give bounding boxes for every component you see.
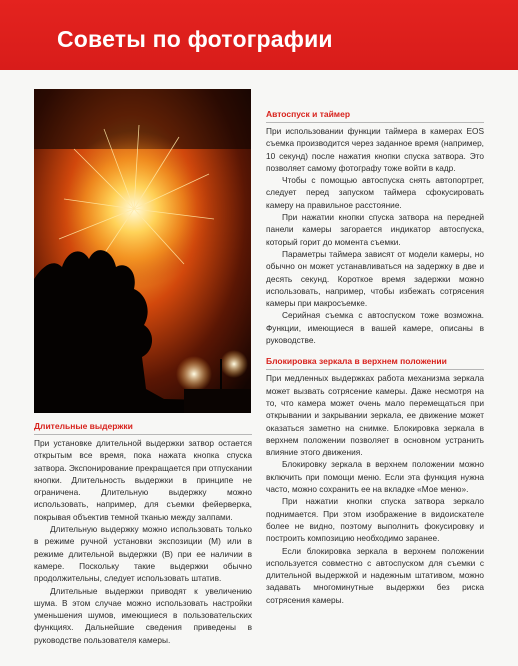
paragraph: Длительную выдержку можно использовать только в режиме ручной установки экспозиции (M) или в режиме длительной выдержки (B) при ее наличии в камере. Поскольку такие выдержки обычно продолжительны, следует использовать штатив. — [34, 524, 252, 584]
mirror-lockup-section — [266, 356, 484, 606]
long-exposure-section — [34, 421, 252, 646]
paragraph: При использовании функции таймера в камерах EOS съемка производится через заданное время (например, 10 секунд) после нажатия кнопки спуска затвора. Это позволяет самому фотографу тоже войти в кадр. — [266, 126, 484, 173]
fireworks-photo — [34, 89, 251, 413]
paragraph: Длительные выдержки приводят к увеличению шума. В этом случае можно использовать настройки уменьшения шумов, имеющиеся в пользовательских функциях. Дальнейшие сведения приведены в руководстве пользователя камеры. — [34, 585, 252, 645]
paragraph: Если блокировка зеркала в верхнем положении используется совместно с автоспуском для съемки с длительной выдержкой и надежным штативом, можно задавать многоминутные выдержки без риска сотрясения камеры. — [266, 545, 484, 605]
section-spacer — [266, 346, 484, 356]
paragraph: При нажатии кнопки спуска затвора на передней панели камеры загорается индикатор автоспуска, который горит до момента съемки. — [266, 212, 484, 247]
paragraph: Блокировку зеркала в верхнем положении можно включить при помощи меню. Если эта функция нужна часто, можно сохранить ее на вкладке «Мое меню». — [266, 459, 484, 495]
section-heading: Блокировка зеркала в верхнем положении — [266, 356, 484, 370]
page-title: Советы по фотографии — [57, 26, 333, 52]
paragraph: Серийная съемка с автоспуском тоже возможна. Функции, имеющиеся в вашей камере, описаны в руководстве. — [266, 310, 484, 346]
fireworks-image — [34, 89, 251, 413]
section-heading: Длительные выдержки — [34, 421, 252, 435]
header-banner — [0, 0, 518, 70]
section-heading: Автоспуск и таймер — [266, 109, 484, 123]
paragraph: При установке длительной выдержки затвор остается открытым все время, пока нажата кнопка спуска затвора. Экспонирование прекращается при отпускании кнопки. Длительность выдержки в принципе не ограничена. Длительную выдержку можно использовать, например, для съемки фейерверка, покрывая объектив темной тканью между залпами. — [34, 438, 252, 522]
paragraph: При медленных выдержках работа механизма зеркала может вызвать сотрясение камеры. Даже несмотря на то, что камера может очень мало перемещаться при открывании и закрывании зеркала, ее движение может оказаться заметно на снимке. Блокировка зеркала в верхнем положении позволяет в основном устранить влияние этого движения. — [266, 373, 484, 458]
self-timer-section — [266, 109, 484, 346]
paragraph: Чтобы с помощью автоспуска снять автопортрет, следует перед запуском таймера сфокусировать камеру на правильное расстояние. — [266, 175, 484, 210]
right-column — [266, 109, 484, 606]
paragraph: При нажатии кнопки спуска затвора зеркало поднимается. При этом изображение в видоискателе более не видно, поэтому выполнить фокусировку и построить композицию необходимо заранее. — [266, 496, 484, 544]
paragraph: Параметры таймера зависят от модели камеры, но обычно он может устанавливаться на задержку в две и десять секунд. Короткое время задержки можно использовать, например, чтобы избежать сотрясения камеры при макросъемке. — [266, 248, 484, 309]
